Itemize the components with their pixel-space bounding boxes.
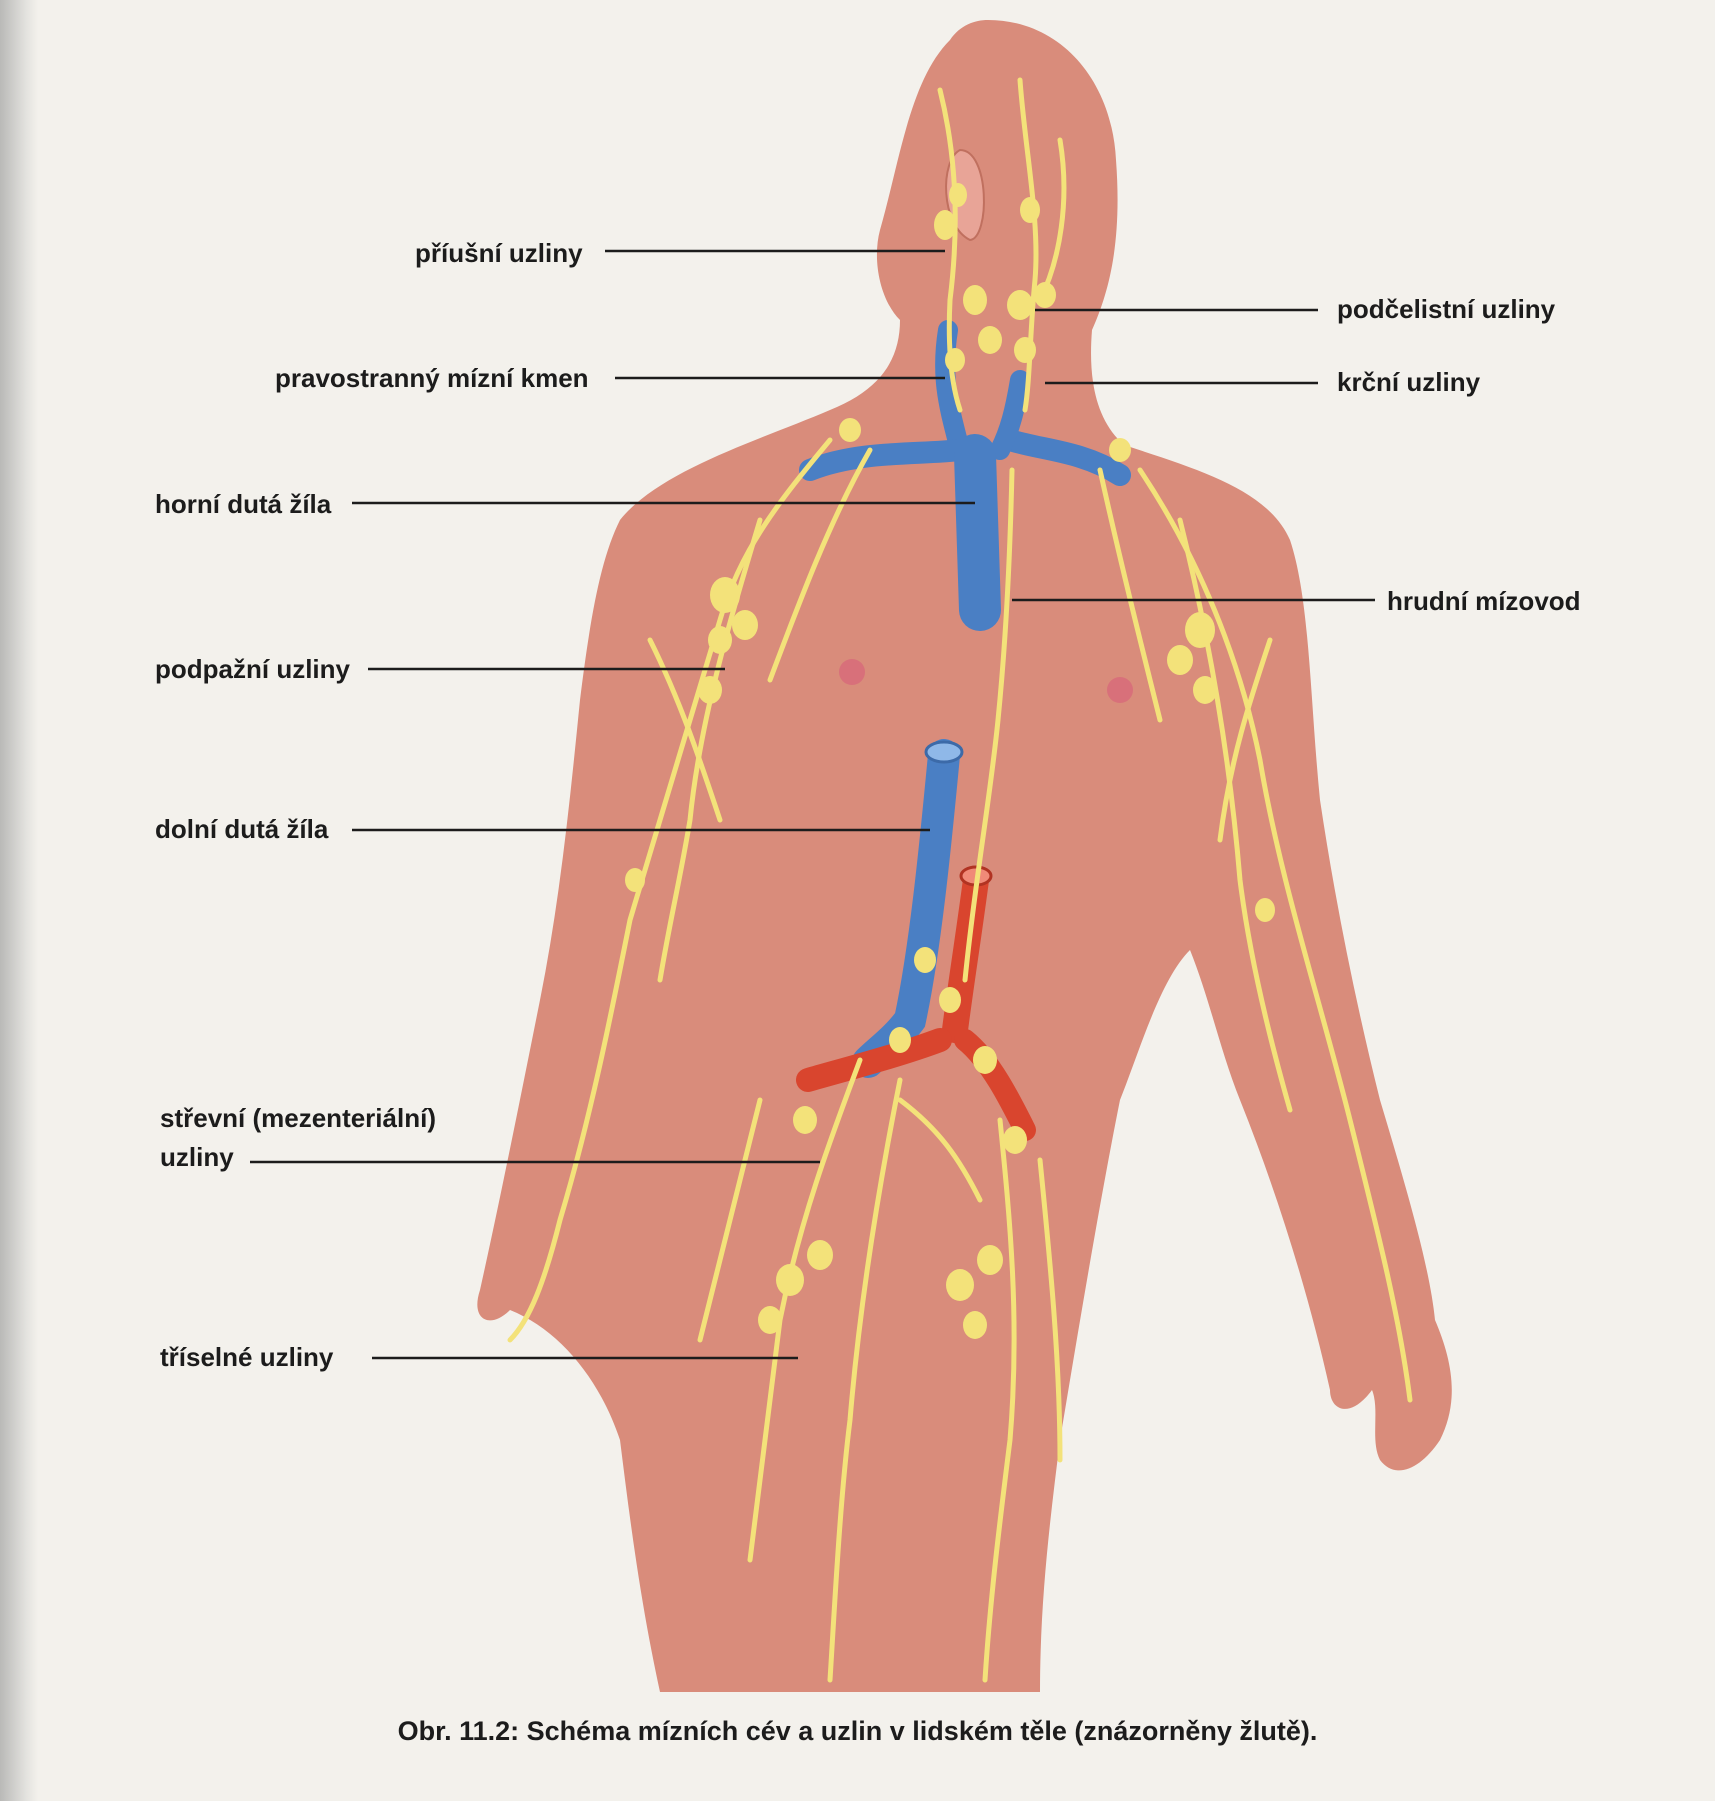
mesenteric-node [914,947,936,973]
label-mesenteric-nodes-line1: střevní (mezenteriální) [160,1103,436,1133]
right-nipple [839,659,865,685]
label-mesenteric-nodes-line2: uzliny [160,1142,234,1172]
superior-vena-cava-shape [975,455,980,610]
label-axillary-nodes: podpažní uzliny [155,654,350,684]
axillary-node [732,610,758,640]
inguinal-node [946,1269,974,1301]
figure-caption: Obr. 11.2: Schéma mízních cév a uzlin v lidském těle (znázorněny žlutě). [397,1716,1318,1746]
inferior-vena-cava-opening [926,742,962,762]
label-superior-vena-cava: horní dutá žíla [155,489,332,519]
cervical-node [945,348,965,372]
inguinal-node [807,1240,833,1270]
label-parotid-nodes: příušní uzliny [415,238,583,268]
cervical-node [963,285,987,315]
mesenteric-node [1003,1126,1027,1154]
submandibular-node [1034,282,1056,308]
mesenteric-node [793,1106,817,1134]
axillary-node [1193,676,1217,704]
cervical-node [1014,337,1036,363]
parotid-node [934,210,956,240]
elbow-node [1255,898,1275,922]
inguinal-node [776,1264,804,1296]
inguinal-node [758,1306,782,1334]
mesenteric-node [889,1027,911,1053]
label-inguinal-nodes: tříselné uzliny [160,1342,334,1372]
cervical-node [978,326,1002,354]
axillary-node [1185,612,1215,648]
submandibular-node [1007,290,1033,320]
axillary-node [708,626,732,654]
label-submandibular-nodes: podčelistní uzliny [1337,294,1556,324]
submandibular-node [1020,197,1040,223]
axillary-node [710,577,740,613]
elbow-node [625,868,645,892]
left-nipple [1107,677,1133,703]
parotid-node [949,183,967,207]
label-cervical-nodes: krční uzliny [1337,367,1481,397]
clavicular-node [1109,438,1131,462]
axillary-node [698,676,722,704]
inguinal-node [977,1245,1003,1275]
clavicular-node [839,418,861,442]
body-silhouette [477,20,1451,1692]
label-inferior-vena-cava: dolní dutá žíla [155,814,329,844]
label-right-lymph-trunk: pravostranný mízní kmen [275,363,589,393]
axillary-node [1167,645,1193,675]
mesenteric-node [939,987,961,1013]
mesenteric-node [973,1046,997,1074]
label-thoracic-duct: hrudní mízovod [1387,586,1581,616]
inguinal-node [963,1311,987,1339]
